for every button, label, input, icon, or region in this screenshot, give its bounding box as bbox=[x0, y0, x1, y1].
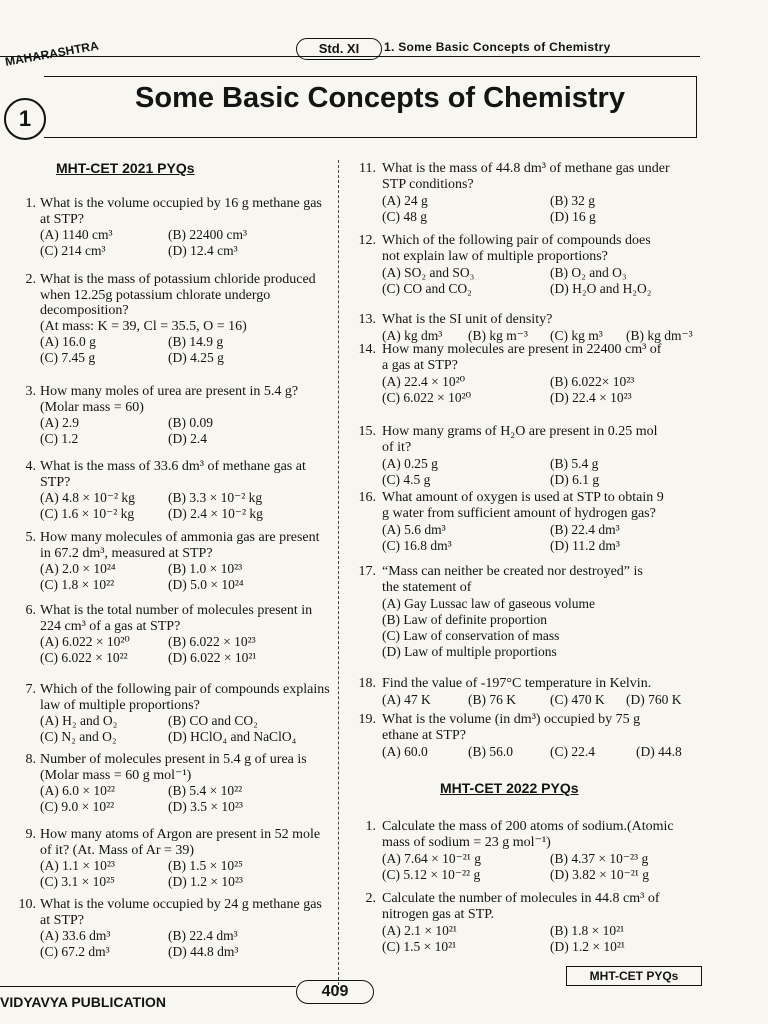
answer-option: (C) 16.8 dm³ bbox=[382, 538, 452, 553]
answer-option: (A) kg dm³ bbox=[382, 328, 443, 343]
question-text-line: Number of molecules present in 5.4 g of urea is bbox=[40, 752, 307, 767]
question-number: 2. bbox=[25, 272, 36, 287]
running-title: 1. Some Basic Concepts of Chemistry bbox=[384, 40, 611, 54]
question-number: 12. bbox=[358, 233, 376, 248]
answer-option: (A) 24 g bbox=[382, 193, 428, 208]
answer-option: (C) 1.5 × 10²¹ bbox=[382, 939, 457, 954]
answer-option: (C) 48 g bbox=[382, 209, 427, 224]
answer-option: (B) 1.5 × 10²⁵ bbox=[168, 858, 243, 873]
answer-option: (C) Law of conservation of mass bbox=[382, 628, 560, 643]
answer-option: (A) 6.0 × 10²² bbox=[40, 783, 115, 798]
answer-option: (A) 4.8 × 10⁻² kg bbox=[40, 490, 135, 505]
answer-option: (D) 3.82 × 10⁻²¹ g bbox=[550, 867, 649, 882]
question-text-line: (At mass: K = 39, Cl = 35.5, O = 16) bbox=[40, 318, 247, 334]
question-text-line: the statement of bbox=[382, 580, 472, 595]
page-number: 409 bbox=[296, 980, 374, 1004]
answer-option: (A) 5.6 dm³ bbox=[382, 522, 446, 537]
answer-option: (B) 0.09 bbox=[168, 415, 213, 430]
answer-option: (B) 56.0 bbox=[468, 744, 513, 759]
question-text-line: How many molecules are present in 22400 cm³ of bbox=[382, 342, 662, 357]
answer-option: (C) 6.022 × 10²² bbox=[40, 649, 128, 665]
footer-tag: MHT-CET PYQs bbox=[566, 966, 702, 986]
answer-option: (C) 214 cm³ bbox=[40, 242, 106, 258]
answer-option: (A) 2.0 × 10²⁴ bbox=[40, 561, 116, 576]
question-text-line: What is the volume (in dm³) occupied by 75 g bbox=[382, 712, 641, 727]
answer-option: (B) 76 K bbox=[468, 692, 516, 707]
std-badge: Std. XI bbox=[296, 38, 382, 60]
question-text-line: How many grams of H₂O are present in 0.25 mol bbox=[382, 424, 658, 439]
question-text-line: What is the mass of 44.8 dm³ of methane gas under bbox=[382, 161, 670, 176]
question-number: 11. bbox=[359, 161, 376, 176]
answer-option: (A) 6.022 × 10²⁰ bbox=[40, 634, 130, 649]
question-number: 15. bbox=[358, 424, 376, 439]
header-rule bbox=[0, 56, 700, 57]
answer-option: (D) 760 K bbox=[626, 692, 682, 707]
question-text-line: Which of the following pair of compounds explains bbox=[40, 682, 330, 697]
answer-option: (C) 4.5 g bbox=[382, 472, 431, 487]
question-text-line: What is the total number of molecules present in bbox=[40, 603, 313, 618]
question-number: 18. bbox=[358, 676, 376, 691]
answer-option: (B) O₂ and O₃ bbox=[550, 265, 627, 280]
answer-option: (D) 4.25 g bbox=[168, 349, 224, 365]
answer-option: (D) 11.2 dm³ bbox=[550, 538, 620, 553]
question-text-line: What is the mass of potassium chloride produced bbox=[40, 272, 316, 287]
answer-option: (C) 1.8 × 10²² bbox=[40, 576, 115, 592]
answer-option: (B) kg dm⁻³ bbox=[626, 328, 693, 343]
answer-option: (A) 1.1 × 10²³ bbox=[40, 858, 115, 873]
answer-option: (A) 2.9 bbox=[40, 415, 79, 430]
answer-option: (D) 12.4 cm³ bbox=[168, 242, 238, 258]
question-text-line: when 12.25g potassium chlorate undergo bbox=[40, 287, 271, 303]
question-number: 16. bbox=[358, 490, 376, 505]
answer-option: (D) H₂O and H₂O₂ bbox=[550, 281, 652, 296]
question-number: 8. bbox=[25, 752, 36, 767]
question-text-line: mass of sodium = 23 g mol⁻¹) bbox=[382, 835, 551, 850]
answer-option: (B) kg m⁻³ bbox=[468, 328, 528, 343]
answer-option: (C) kg m³ bbox=[550, 328, 603, 343]
question-text-line: a gas at STP? bbox=[382, 358, 458, 373]
answer-option: (D) 3.5 × 10²³ bbox=[168, 798, 243, 814]
question-text-line: nitrogen gas at STP. bbox=[382, 907, 494, 922]
question-text-line: at STP? bbox=[40, 211, 84, 227]
question-text-line: (Molar mass = 60) bbox=[40, 399, 144, 415]
question-text-line: Which of the following pair of compounds does bbox=[382, 233, 651, 248]
answer-option: (A) 7.64 × 10⁻²¹ g bbox=[382, 851, 481, 866]
answer-option: (D) 44.8 dm³ bbox=[168, 943, 239, 959]
answer-option: (C) 3.1 × 10²⁵ bbox=[40, 873, 115, 889]
question-text-line: What is the volume occupied by 16 g methane gas bbox=[40, 196, 322, 211]
answer-option: (A) 33.6 dm³ bbox=[40, 928, 111, 943]
question-text-line: “Mass can neither be created nor destroyed” is bbox=[382, 564, 643, 579]
question-text-line: How many moles of urea are present in 5.4 g? bbox=[40, 384, 299, 399]
section-title-2021: MHT-CET 2021 PYQs bbox=[56, 160, 195, 176]
question-number: 13. bbox=[358, 312, 376, 327]
question-text-line: What is the SI unit of density? bbox=[382, 312, 553, 327]
answer-option: (C) 22.4 bbox=[550, 744, 595, 759]
answer-option: (C) 9.0 × 10²² bbox=[40, 798, 115, 814]
question-text-line: (Molar mass = 60 g mol⁻¹) bbox=[40, 767, 192, 783]
answer-option: (B) 32 g bbox=[550, 193, 595, 208]
answer-option: (B) 14.9 g bbox=[168, 334, 224, 349]
chapter-title: Some Basic Concepts of Chemistry bbox=[135, 82, 625, 114]
question-text-line: at STP? bbox=[40, 912, 84, 928]
answer-option: (C) 6.022 × 10²⁰ bbox=[382, 390, 472, 405]
answer-option: (B) 6.022× 10²³ bbox=[550, 374, 635, 389]
answer-option: (B) 22.4 dm³ bbox=[550, 522, 620, 537]
question-text-line: What is the volume occupied by 24 g methane gas bbox=[40, 897, 322, 912]
answer-option: (A) Gay Lussac law of gaseous volume bbox=[382, 596, 595, 611]
question-number: 17. bbox=[358, 564, 376, 579]
answer-option: (B) Law of definite proportion bbox=[382, 612, 547, 627]
answer-option: (A) 1140 cm³ bbox=[40, 227, 113, 242]
question-text-line: How many molecules of ammonia gas are present bbox=[40, 530, 320, 545]
answer-option: (D) HClO₄ and NaClO₄ bbox=[168, 728, 297, 744]
answer-option: (C) CO and CO₂ bbox=[382, 281, 472, 296]
publisher-label: VIDYAVYA PUBLICATION bbox=[0, 994, 166, 1010]
answer-option: (A) SO₂ and SO₃ bbox=[382, 265, 475, 280]
question-number: 3. bbox=[25, 384, 36, 399]
answer-option: (A) 2.1 × 10²¹ bbox=[382, 923, 457, 938]
answer-option: (A) 22.4 × 10²⁰ bbox=[382, 374, 466, 389]
answer-option: (B) 5.4 × 10²² bbox=[168, 783, 243, 798]
question-number: 1. bbox=[365, 819, 376, 834]
answer-option: (B) 5.4 g bbox=[550, 456, 599, 471]
question-text-line: of it? bbox=[382, 440, 412, 455]
question-number: 1. bbox=[25, 196, 36, 211]
answer-option: (C) 7.45 g bbox=[40, 349, 96, 365]
question-text-line: How many atoms of Argon are present in 52 mole bbox=[40, 827, 321, 842]
answer-option: (D) 6.1 g bbox=[550, 472, 600, 487]
answer-option: (D) 6.022 × 10²¹ bbox=[168, 649, 257, 665]
question-text-line: in 67.2 dm³, measured at STP? bbox=[40, 545, 213, 561]
question-number: 19. bbox=[358, 712, 376, 727]
answer-option: (D) 2.4 bbox=[168, 430, 207, 446]
answer-option: (B) 3.3 × 10⁻² kg bbox=[168, 490, 263, 505]
question-text-line: law of multiple proportions? bbox=[40, 697, 200, 713]
answer-option: (D) 44.8 bbox=[636, 744, 682, 759]
question-number: 7. bbox=[25, 682, 36, 697]
answer-option: (A) 16.0 g bbox=[40, 334, 96, 349]
question-number: 9. bbox=[25, 827, 36, 842]
answer-option: (B) 6.022 × 10²³ bbox=[168, 634, 256, 649]
question-text-line: STP? bbox=[40, 474, 71, 490]
section-title-2022: MHT-CET 2022 PYQs bbox=[440, 780, 579, 796]
answer-option: (D) 22.4 × 10²³ bbox=[550, 390, 632, 405]
question-text-line: Calculate the number of molecules in 44.8 cm³ of bbox=[382, 891, 660, 906]
question-text-line: of it? (At. Mass of Ar = 39) bbox=[40, 842, 195, 858]
question-text-line: STP conditions? bbox=[382, 177, 474, 192]
answer-option: (A) 60.0 bbox=[382, 744, 428, 759]
question-text-line: What is the mass of 33.6 dm³ of methane gas at bbox=[40, 459, 306, 474]
question-number: 6. bbox=[25, 603, 36, 618]
answer-option: (A) 0.25 g bbox=[382, 456, 438, 471]
question-text-line: Calculate the mass of 200 atoms of sodium.(Atomic bbox=[382, 819, 674, 834]
question-text-line: Find the value of -197°C temperature in Kelvin. bbox=[382, 676, 652, 691]
question-number: 2. bbox=[365, 891, 376, 906]
footer-rule bbox=[0, 986, 296, 987]
answer-option: (C) 1.6 × 10⁻² kg bbox=[40, 505, 135, 521]
answer-option: (D) 5.0 × 10²⁴ bbox=[168, 576, 244, 592]
answer-option: (B) 1.8 × 10²¹ bbox=[550, 923, 625, 938]
column-divider bbox=[338, 160, 339, 990]
question-text-line: 224 cm³ of a gas at STP? bbox=[40, 618, 181, 634]
answer-option: (B) 1.0 × 10²³ bbox=[168, 561, 243, 576]
answer-option: (D) 2.4 × 10⁻² kg bbox=[168, 505, 263, 521]
answer-option: (B) 22.4 dm³ bbox=[168, 928, 238, 943]
answer-option: (D) 1.2 × 10²³ bbox=[168, 873, 243, 889]
answer-option: (A) 47 K bbox=[382, 692, 431, 707]
question-text-line: decomposition? bbox=[40, 303, 129, 318]
answer-option: (C) 470 K bbox=[550, 692, 605, 707]
answer-option: (C) N₂ and O₂ bbox=[40, 728, 117, 744]
answer-option: (B) 4.37 × 10⁻²³ g bbox=[550, 851, 649, 866]
answer-option: (C) 67.2 dm³ bbox=[40, 943, 110, 959]
answer-option: (D) 1.2 × 10²¹ bbox=[550, 939, 625, 954]
question-text-line: g water from sufficient amount of hydrogen gas? bbox=[382, 506, 656, 521]
answer-option: (D) Law of multiple proportions bbox=[382, 644, 557, 659]
question-number: 5. bbox=[25, 530, 36, 545]
question-text-line: ethane at STP? bbox=[382, 728, 466, 743]
answer-option: (B) 22400 cm³ bbox=[168, 227, 248, 242]
question-number: 10. bbox=[18, 897, 36, 912]
question-number: 4. bbox=[25, 459, 36, 474]
chapter-number: 1 bbox=[4, 98, 46, 140]
answer-option: (A) H₂ and O₂ bbox=[40, 713, 118, 728]
answer-option: (C) 5.12 × 10⁻²² g bbox=[382, 867, 481, 882]
answer-option: (B) CO and CO₂ bbox=[168, 713, 258, 728]
answer-option: (D) 16 g bbox=[550, 209, 596, 224]
question-text-line: not explain law of multiple proportions? bbox=[382, 249, 608, 264]
question-number: 14. bbox=[358, 342, 376, 357]
answer-option: (C) 1.2 bbox=[40, 430, 79, 446]
state-label: MAHARASHTRA bbox=[4, 38, 100, 69]
question-text-line: What amount of oxygen is used at STP to obtain 9 bbox=[382, 490, 664, 505]
